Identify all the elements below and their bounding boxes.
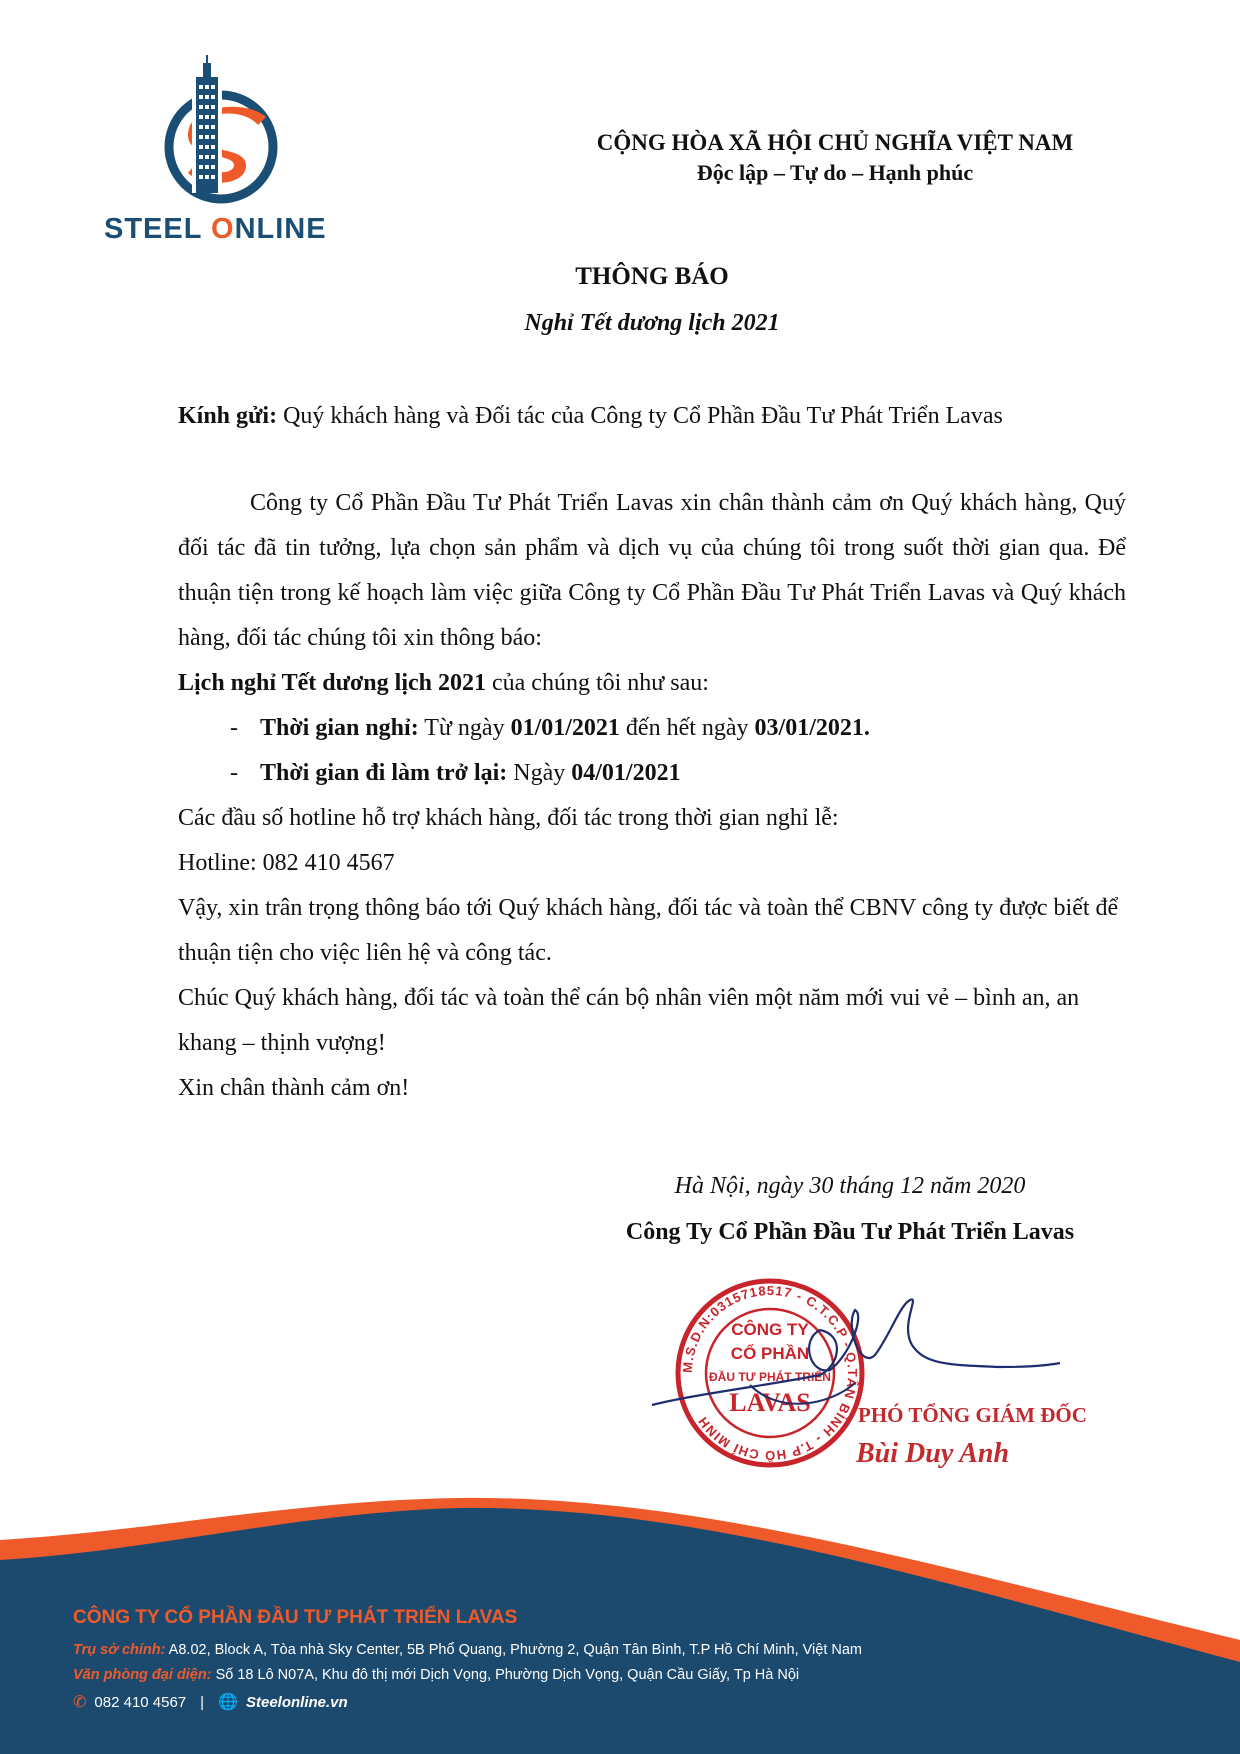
footer-divider: | (200, 1693, 205, 1711)
wish-paragraph: Chúc Quý khách hàng, đối tác và toàn thể cán bộ nhân viên một năm mới vui vẻ – bình an, an khang – thịnh vượng! (178, 985, 1080, 1056)
svg-text:LAVAS: LAVAS (729, 1388, 811, 1417)
document-subtitle: Nghỉ Tết dương lịch 2021 (524, 310, 780, 336)
signer-role: PHÓ TỔNG GIÁM ĐỐC (858, 1403, 1087, 1427)
svg-text:M.S.D.N:0315718517 - C.T.C.P -: M.S.D.N:0315718517 - C.T.C.P - Q.TÂN BÌNH - T.P HỒ CHÍ MINH (679, 1282, 861, 1464)
company-stamp (678, 1281, 862, 1465)
hotline-intro: Các đầu số hotline hỗ trợ khách hàng, đối tác trong thời gian nghỉ lễ: (178, 805, 839, 831)
phone-icon: ✆ (73, 1694, 87, 1711)
steel-online-logo (98, 55, 338, 250)
recipient-line: Kính gửi: Quý khách hàng và Đối tác của Công ty Cổ Phần Đầu Tư Phát Triển Lavas (178, 403, 1003, 429)
footer-phone: 082 410 4567 (94, 1693, 187, 1711)
national-header (540, 130, 1130, 186)
svg-text:CÔNG TY: CÔNG TY (731, 1320, 809, 1339)
signer-name: Bùi Duy Anh (856, 1438, 1010, 1469)
footer-website-link[interactable]: Steelonline.vn (246, 1693, 348, 1711)
document-title: THÔNG BÁO (575, 263, 729, 290)
notice-paragraph: Vậy, xin trân trọng thông báo tới Quý khách hàng, đối tác và toàn thể CBNV công ty được biết để thuận tiện cho việc liên hệ và công tác. (178, 895, 1119, 966)
list-item: - Thời gian đi làm trở lại: Ngày 04/01/2021 (230, 760, 681, 786)
svg-text:ĐẦU TƯ PHÁT TRIỂN: ĐẦU TƯ PHÁT TRIỂN (709, 1370, 831, 1384)
nation-title: CỘNG HÒA XÃ HỘI CHỦ NGHĨA VIỆT NAM (596, 130, 1074, 155)
thanks-line: Xin chân thành cảm ơn! (178, 1075, 410, 1101)
footer-hq-address: Trụ sở chính: A8.02, Block A, Tòa nhà Sky Center, 5B Phổ Quang, Phường 2, Quận Tân Bình, T.P Hồ Chí Minh, Việt Nam (73, 1642, 863, 1658)
svg-text:CỔ PHẦN: CỔ PHẦN (730, 1344, 810, 1363)
footer-office-address: Văn phòng đại diện: Số 18 Lô N07A, Khu đô thị mới Dịch Vọng, Phường Dịch Vọng, Quận Cầu Giấy, Tp Hà Nội (73, 1667, 800, 1683)
document-body (178, 396, 1126, 1111)
hotline-number: Hotline: 082 410 4567 (178, 850, 395, 876)
nation-motto: Độc lập – Tự do – Hạnh phúc (696, 160, 974, 185)
sign-date: Hà Nội, ngày 30 tháng 12 năm 2020 (674, 1173, 1026, 1199)
globe-icon: 🌐 (218, 1694, 238, 1711)
footer-contact (73, 1692, 348, 1712)
list-item: - Thời gian nghỉ: Từ ngày 01/01/2021 đến hết ngày 03/01/2021. (230, 715, 870, 741)
intro-paragraph: Công ty Cổ Phần Đầu Tư Phát Triển Lavas xin chân thành cảm ơn Quý khách hàng, Quý đối tác đã tin tưởng, lựa chọn sản phẩm và dịch vụ của chúng tôi trong suốt thời gian qua. Để thuận tiện trong kế hoạch làm việc giữa Công ty Cổ Phần Đầu Tư Phát Triển Lavas và Quý khách hàng, đối tác chúng tôi xin thông báo: (178, 490, 1126, 651)
logo-emblem-icon (148, 55, 288, 205)
schedule-heading: Lịch nghỉ Tết dương lịch 2021 của chúng tôi như sau: (178, 670, 709, 696)
footer-company-name: CÔNG TY CỔ PHẦN ĐẦU TƯ PHÁT TRIỂN LAVAS (73, 1607, 518, 1628)
logo-wordmark: STEEL ONLINE (104, 213, 327, 245)
sign-company: Công Ty Cổ Phần Đầu Tư Phát Triển Lavas (625, 1219, 1075, 1245)
